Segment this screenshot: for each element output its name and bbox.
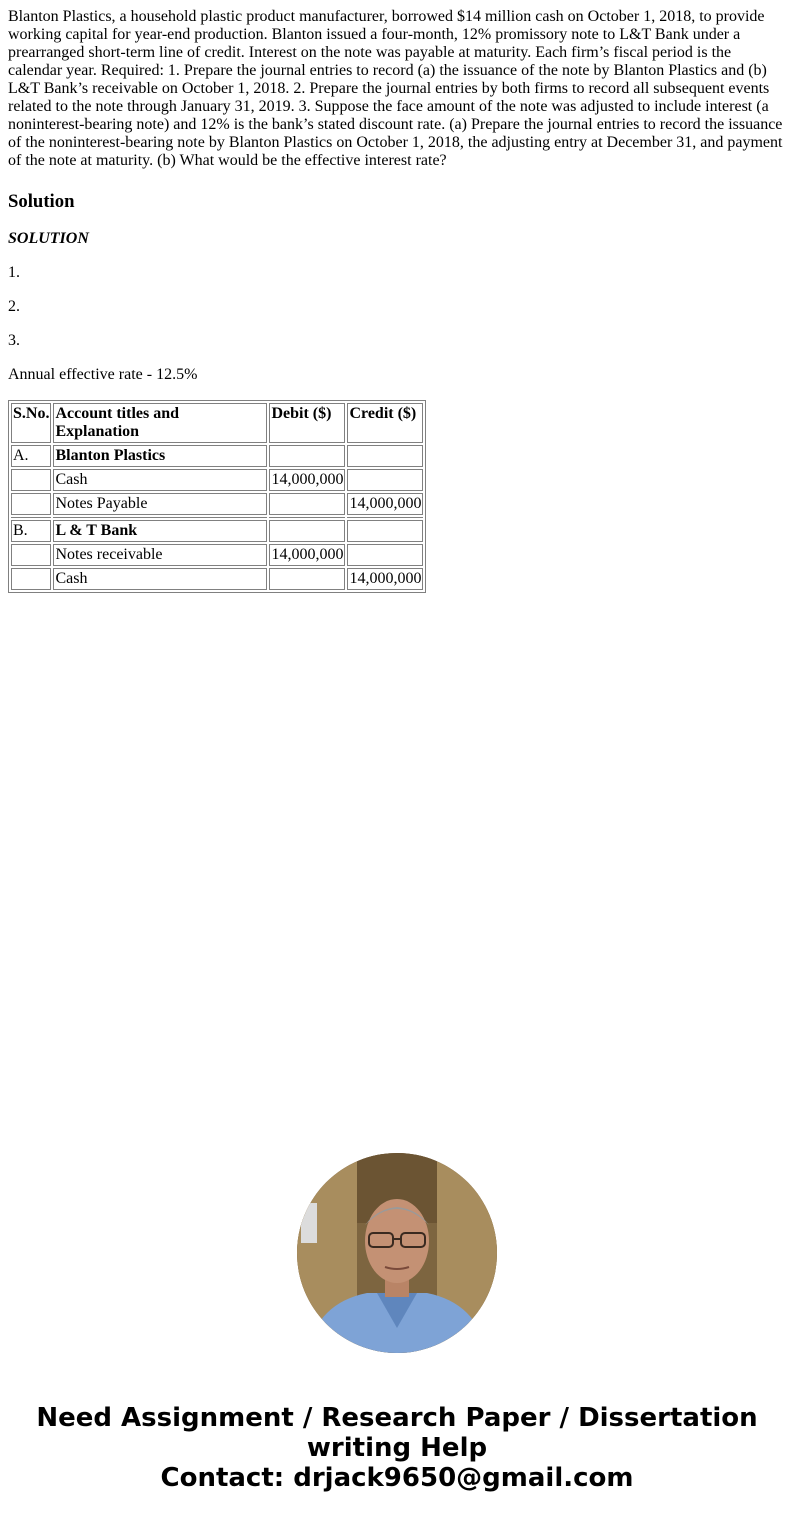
spacer-cell — [347, 517, 423, 518]
journal-entries-table — [8, 400, 426, 593]
credit-cell — [347, 520, 423, 542]
header-credit: Credit ($) — [347, 403, 423, 443]
solution-heading: Solution — [8, 191, 75, 212]
effective-rate-text: Annual effective rate - 12.5% — [8, 366, 198, 383]
document-content — [8, 8, 786, 593]
debit-cell — [269, 520, 345, 542]
step-2: 2. — [8, 298, 20, 315]
debit-cell: 14,000,000 — [269, 469, 345, 491]
footer-banner — [0, 1403, 794, 1493]
credit-cell — [347, 445, 423, 467]
section-sno: B. — [11, 520, 51, 542]
section-title: L & T Bank — [53, 520, 267, 542]
table-row — [11, 469, 423, 491]
sno-cell — [11, 469, 51, 491]
account-cell: Cash — [53, 469, 267, 491]
footer-contact: Contact: drjack9650@gmail.com — [160, 1463, 634, 1493]
account-cell: Notes Payable — [53, 493, 267, 515]
section-sno: A. — [11, 445, 51, 467]
credit-cell: 14,000,000 — [347, 568, 423, 590]
table-row — [11, 568, 423, 590]
section-title: Blanton Plastics — [53, 445, 267, 467]
credit-cell: 14,000,000 — [347, 493, 423, 515]
table-spacer-row — [11, 517, 423, 518]
sno-cell — [11, 544, 51, 566]
step-1: 1. — [8, 264, 20, 281]
header-account: Account titles and Explanation — [53, 403, 267, 443]
credit-cell — [347, 469, 423, 491]
debit-cell — [269, 493, 345, 515]
spacer-cell — [53, 517, 267, 518]
credit-cell — [347, 544, 423, 566]
debit-cell — [269, 568, 345, 590]
header-debit: Debit ($) — [269, 403, 345, 443]
debit-cell — [269, 445, 345, 467]
step-3: 3. — [8, 332, 20, 349]
account-cell: Notes receivable — [53, 544, 267, 566]
footer-line-2: writing Help — [306, 1433, 488, 1463]
spacer-cell — [11, 517, 51, 518]
sno-cell — [11, 493, 51, 515]
question-text: Blanton Plastics, a household plastic product manufacturer, borrowed $14 million cash on October 1, 2018, to provide working capital for year-end production. Blanton issued a four-month, 12% promissory note to L&T Bank under a prearranged short-term line of credit. Interest on the note was payable at maturity. Each firm’s fiscal period is the calendar year. Required: 1. Prepare the journal entries to record (a) the issuance of the note by Blanton Plastics and (b) L&T Bank’s receivable on October 1, 2018. 2. Prepare the journal entries by both firms to record all subsequent events related to the note through January 31, 2019. 3. Suppose the face amount of the note was adjusted to include interest (a noninterest-bearing note) and 12% is the bank’s stated discount rate. (a) Prepare the journal entries to record the issuance of the noninterest-bearing note by Blanton Plastics on October 1, 2018, the adjusting entry at December 31, and payment of the note at maturity. (b) What would be the effective interest rate? — [8, 8, 783, 169]
table-row — [11, 445, 423, 467]
table-header-row — [11, 403, 423, 443]
debit-cell: 14,000,000 — [269, 544, 345, 566]
table-row — [11, 520, 423, 542]
account-cell: Cash — [53, 568, 267, 590]
spacer-cell — [269, 517, 345, 518]
sno-cell — [11, 568, 51, 590]
table-row — [11, 493, 423, 515]
footer-line-1: Need Assignment / Research Paper / Dissertation — [36, 1403, 758, 1433]
header-sno: S.No. — [11, 403, 51, 443]
author-avatar — [297, 1153, 497, 1353]
table-row — [11, 544, 423, 566]
solution-label: SOLUTION — [8, 230, 89, 247]
